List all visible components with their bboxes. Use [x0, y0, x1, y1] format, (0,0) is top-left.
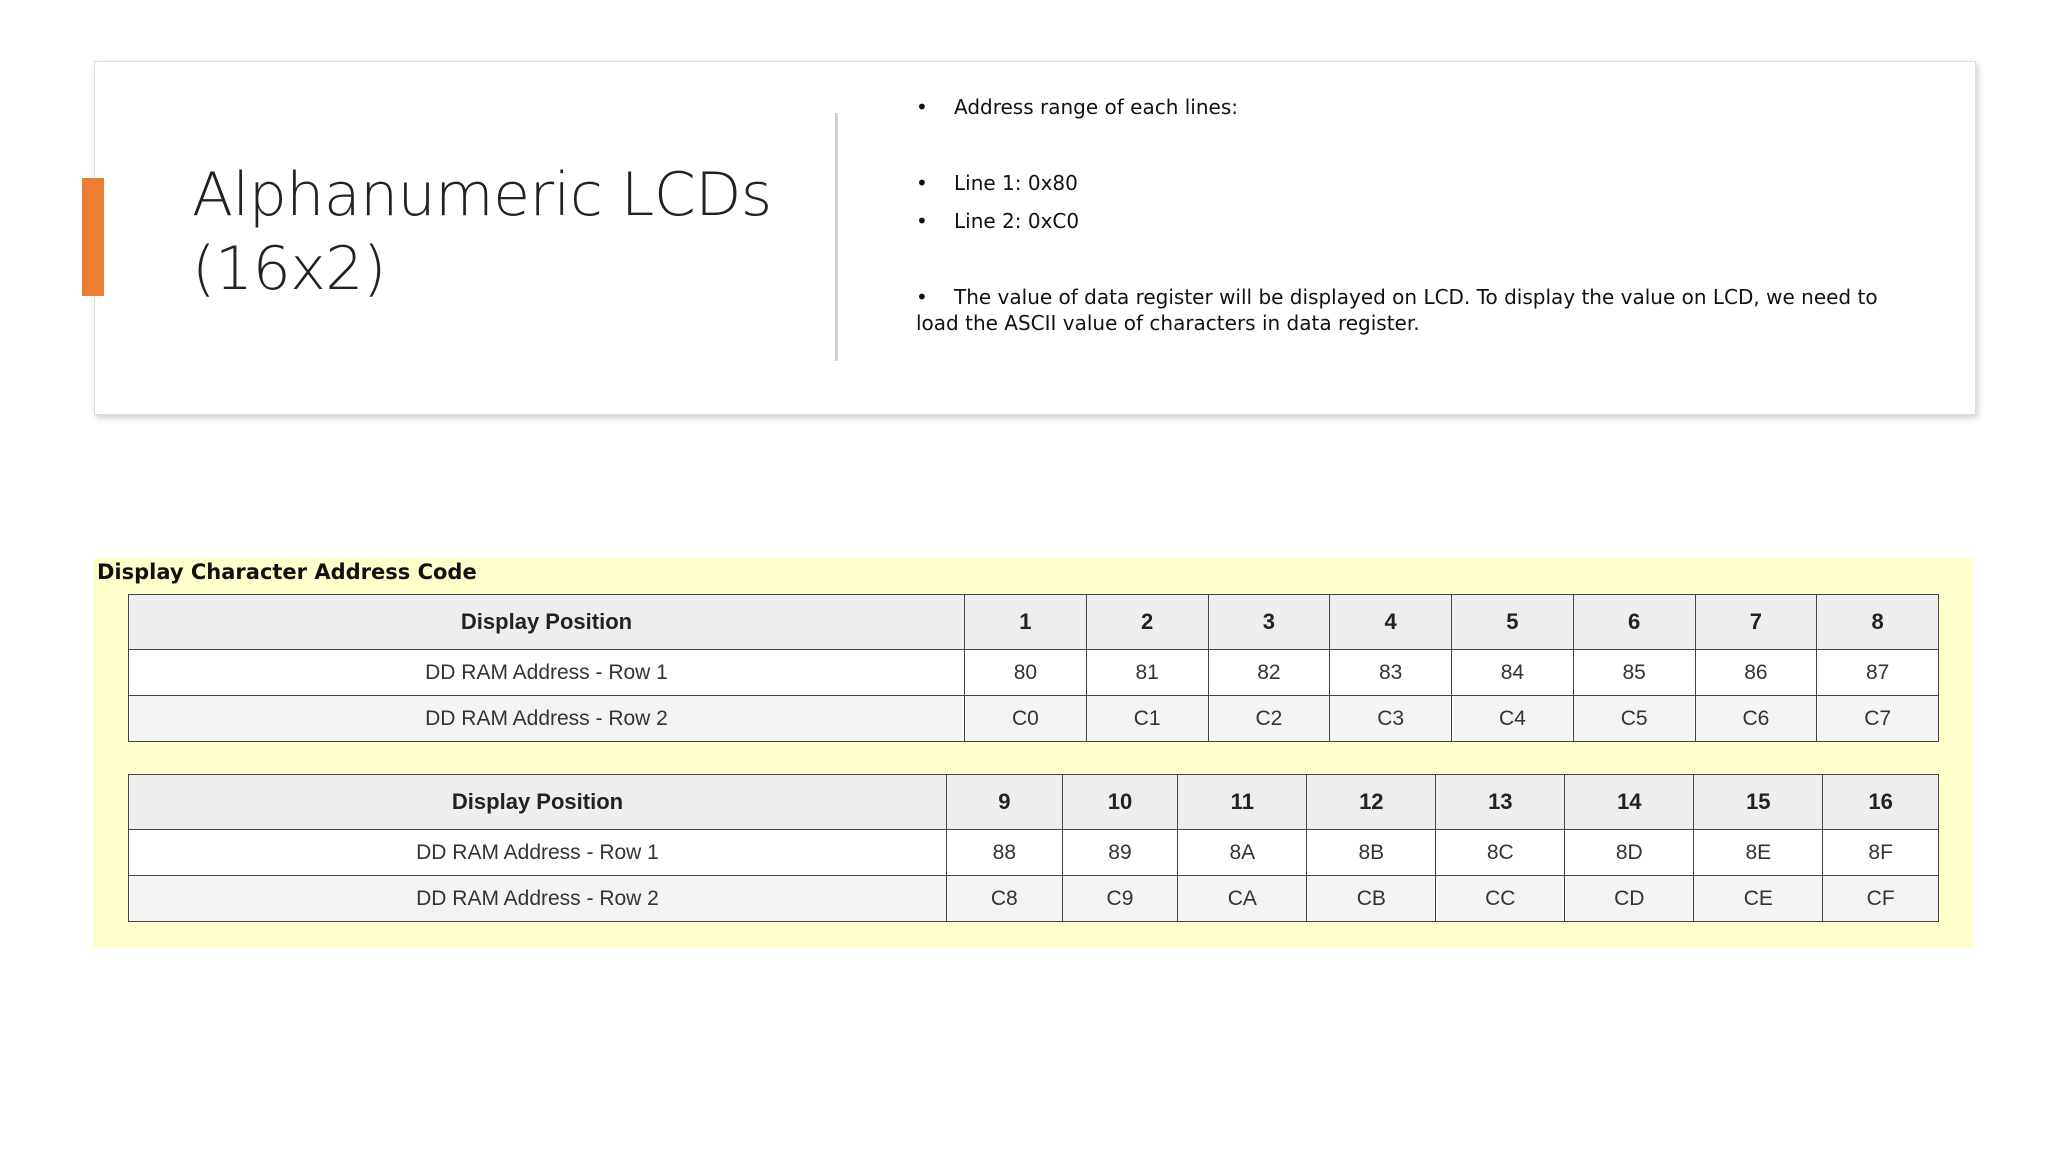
header-cell: 1	[965, 595, 1087, 650]
table-cell: 8C	[1436, 830, 1565, 876]
table-cell: 8D	[1565, 830, 1694, 876]
bullet-dot: •	[916, 171, 928, 195]
header-cell: 11	[1178, 775, 1307, 830]
table-cell: 83	[1330, 650, 1452, 696]
table-cell: 8B	[1307, 830, 1436, 876]
bullet-dot: •	[916, 285, 928, 309]
bullet-dot: •	[916, 95, 928, 119]
header-cell: 8	[1817, 595, 1939, 650]
slide-title-line2: (16x2)	[192, 234, 386, 304]
table-cell: C4	[1452, 696, 1574, 742]
address-table-positions-9-16	[128, 774, 1939, 922]
table-cell: C8	[947, 876, 1063, 922]
table-cell: DD RAM Address - Row 2	[129, 696, 965, 742]
header-cell: 15	[1694, 775, 1823, 830]
header-cell: 4	[1330, 595, 1452, 650]
header-cell: 3	[1208, 595, 1330, 650]
header-cell: 6	[1573, 595, 1695, 650]
table-cell: 8A	[1178, 830, 1307, 876]
header-cell: 10	[1062, 775, 1178, 830]
header-cell: 9	[947, 775, 1063, 830]
bullet-text: Address range of each lines:	[954, 95, 1238, 119]
vertical-divider	[835, 113, 838, 361]
table-cell: C0	[965, 696, 1087, 742]
header-cell: 2	[1086, 595, 1208, 650]
table-cell: C9	[1062, 876, 1178, 922]
table-row	[129, 696, 1939, 742]
header-cell: 12	[1307, 775, 1436, 830]
bullet-text: Line 1: 0x80	[954, 171, 1078, 195]
table-row	[129, 650, 1939, 696]
header-cell: Display Position	[129, 595, 965, 650]
table-cell: 88	[947, 830, 1063, 876]
table-cell: 8E	[1694, 830, 1823, 876]
table-cell: DD RAM Address - Row 2	[129, 876, 947, 922]
accent-bar	[82, 178, 104, 296]
slide-title-line1: Alphanumeric LCDs	[192, 160, 772, 230]
header-cell: 14	[1565, 775, 1694, 830]
bullet-text: The value of data register will be displayed on LCD. To display the value on LCD, we need to load the ASCII value of characters in data register.	[916, 285, 1878, 335]
bullet-item	[916, 284, 1916, 336]
bullet-item	[916, 94, 1916, 120]
table-cell: C2	[1208, 696, 1330, 742]
slide-title	[192, 158, 812, 306]
table-row	[129, 876, 1939, 922]
address-table-caption: Display Character Address Code	[97, 560, 477, 584]
table-cell: CD	[1565, 876, 1694, 922]
table-header-row	[129, 775, 1939, 830]
table-cell: 82	[1208, 650, 1330, 696]
header-cell: 16	[1823, 775, 1939, 830]
table-cell: DD RAM Address - Row 1	[129, 650, 965, 696]
address-table-positions-1-8	[128, 594, 1939, 742]
header-cell: 5	[1452, 595, 1574, 650]
table-cell: C5	[1573, 696, 1695, 742]
table-cell: CA	[1178, 876, 1307, 922]
table-cell: 80	[965, 650, 1087, 696]
table-header-row	[129, 595, 1939, 650]
bullet-dot: •	[916, 209, 928, 233]
table-cell: C1	[1086, 696, 1208, 742]
header-cell: 13	[1436, 775, 1565, 830]
table-cell: 87	[1817, 650, 1939, 696]
header-cell: Display Position	[129, 775, 947, 830]
table-row	[129, 830, 1939, 876]
table-cell: C3	[1330, 696, 1452, 742]
table-cell: C6	[1695, 696, 1817, 742]
bullet-list	[916, 94, 1916, 336]
table-cell: 81	[1086, 650, 1208, 696]
table-cell: 85	[1573, 650, 1695, 696]
table-cell: 86	[1695, 650, 1817, 696]
bullet-text: Line 2: 0xC0	[954, 209, 1080, 233]
table-cell: 84	[1452, 650, 1574, 696]
address-table-panel	[93, 558, 1973, 948]
table-cell: 8F	[1823, 830, 1939, 876]
table-cell: CE	[1694, 876, 1823, 922]
table-cell: DD RAM Address - Row 1	[129, 830, 947, 876]
table-cell: CF	[1823, 876, 1939, 922]
table-cell: CC	[1436, 876, 1565, 922]
table-cell: 89	[1062, 830, 1178, 876]
table-cell: C7	[1817, 696, 1939, 742]
bullet-item	[916, 170, 1916, 196]
table-cell: CB	[1307, 876, 1436, 922]
bullet-item	[916, 208, 1916, 234]
header-cell: 7	[1695, 595, 1817, 650]
